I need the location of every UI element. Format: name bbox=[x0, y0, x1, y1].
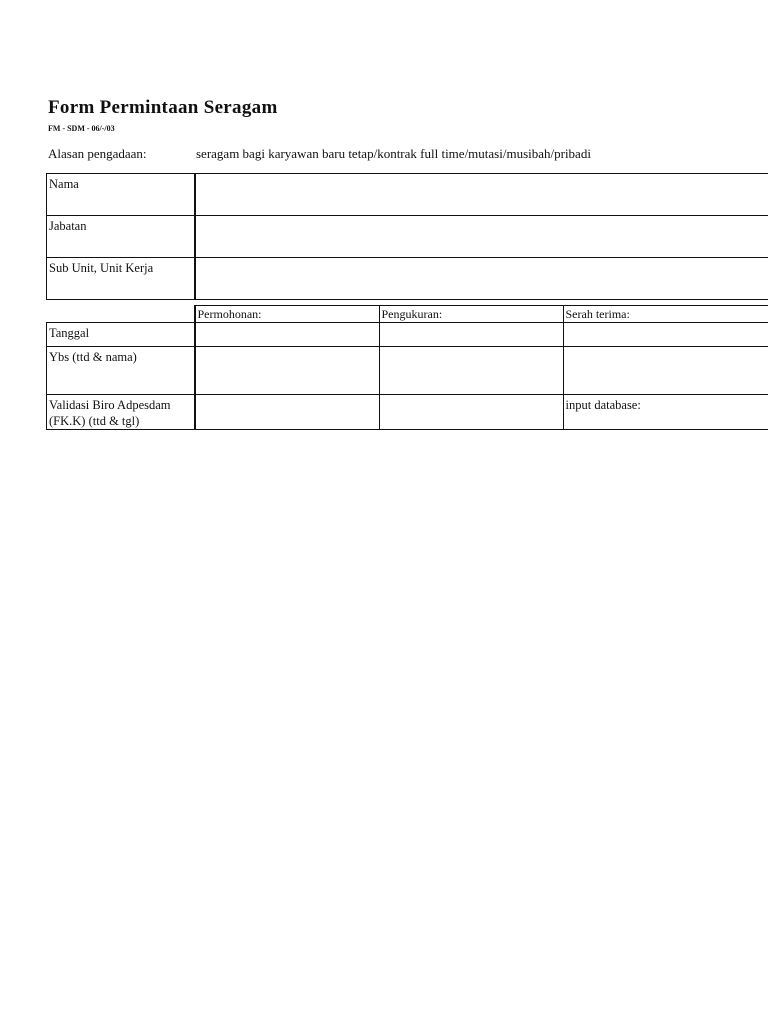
date-label: Tanggal bbox=[47, 323, 195, 347]
signature-serah-terima-cell[interactable] bbox=[563, 347, 768, 395]
date-pengukuran-cell[interactable] bbox=[379, 323, 563, 347]
validation-pengukuran-cell[interactable] bbox=[379, 395, 563, 430]
header-pengukuran: Pengukuran: bbox=[379, 306, 563, 323]
validation-input-database-cell[interactable]: input database: bbox=[563, 395, 768, 430]
date-serah-terima-cell[interactable] bbox=[563, 323, 768, 347]
table-row bbox=[47, 174, 768, 216]
table-row bbox=[47, 323, 768, 347]
signature-permohonan-cell[interactable] bbox=[195, 347, 380, 395]
date-permohonan-cell[interactable] bbox=[195, 323, 380, 347]
header-serah-terima: Serah terima: bbox=[563, 306, 768, 323]
name-label: Nama bbox=[47, 174, 196, 216]
position-field[interactable] bbox=[195, 216, 768, 258]
table-row bbox=[47, 395, 768, 430]
process-table bbox=[46, 305, 768, 430]
table-row bbox=[47, 347, 768, 395]
name-field[interactable] bbox=[195, 174, 768, 216]
identity-table bbox=[46, 173, 768, 300]
reason-value: seragam bagi karyawan baru tetap/kontrak full time/mutasi/musibah/pribadi bbox=[196, 146, 591, 161]
signature-pengukuran-cell[interactable] bbox=[379, 347, 563, 395]
position-label: Jabatan bbox=[47, 216, 196, 258]
table-row bbox=[47, 216, 768, 258]
work-unit-label: Sub Unit, Unit Kerja bbox=[47, 258, 196, 300]
header-permohonan: Permohonan: bbox=[195, 306, 380, 323]
table-row bbox=[47, 258, 768, 300]
validation-label: Validasi Biro Adpesdam (FK.K) (ttd & tgl) bbox=[47, 395, 195, 430]
reason-label: Alasan pengadaan: bbox=[48, 146, 147, 161]
form-code: FM - SDM - 06/-/03 bbox=[48, 124, 115, 133]
form-title: Form Permintaan Seragam bbox=[48, 97, 278, 118]
work-unit-field[interactable] bbox=[195, 258, 768, 300]
table-header-row bbox=[47, 306, 768, 323]
signature-label: Ybs (ttd & nama) bbox=[47, 347, 195, 395]
validation-permohonan-cell[interactable] bbox=[195, 395, 380, 430]
header-blank bbox=[47, 306, 195, 323]
